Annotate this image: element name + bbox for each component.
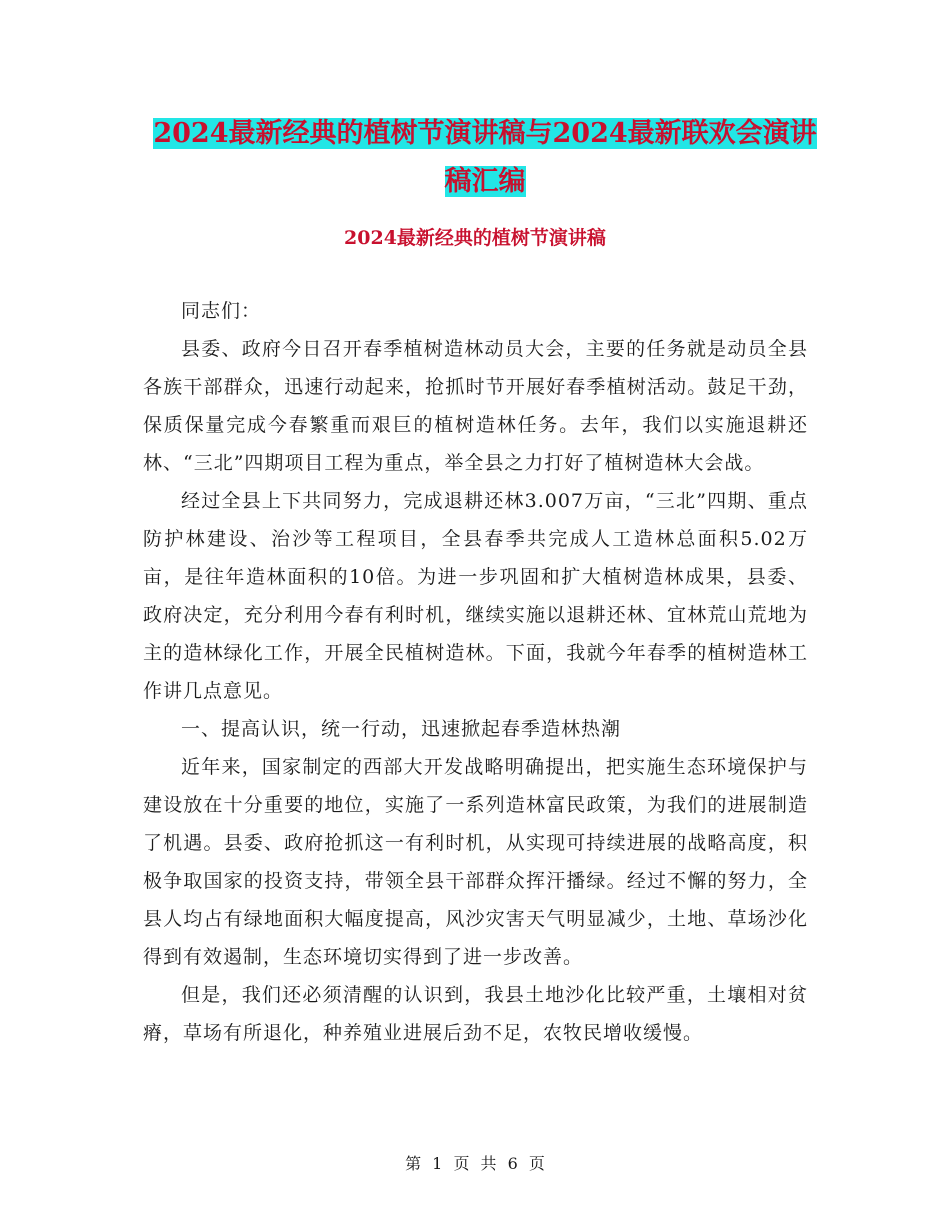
document-title-line-2: 稿汇编 (444, 166, 526, 197)
paragraph-3: 近年来，国家制定的西部大开发战略明确提出，把实施生态环境保护与建设放在十分重要的地位，实施了一系列造林富民政策，为我们的进展制造了机遇。县委、政府抢抓这一有利时机，从实现可持续进展的战略高度，积极争取国家的投资支持，带领全县干部群众挥汗播绿。经过不懈的努力，全县人均占有绿地面积大幅度提高，风沙灾害天气明显减少，土地、草场沙化得到有效遏制，生态环境切实得到了进一步改善。 (143, 756, 808, 968)
body-text (143, 292, 808, 1052)
section-heading-1: 一、提高认识，统一行动，迅速掀起春季造林热潮 (181, 718, 622, 740)
salutation: 同志们： (181, 300, 262, 322)
page-footer: 第 1 页 共 6 页 (405, 1154, 545, 1173)
document-title-line-1: 2024最新经典的植树节演讲稿与2024最新联欢会演讲 (153, 118, 817, 149)
section-title: 2024最新经典的植树节演讲稿 (344, 227, 606, 249)
paragraph-1: 县委、政府今日召开春季植树造林动员大会，主要的任务就是动员全县各族干部群众，迅速行动起来，抢抓时节开展好春季植树活动。鼓足干劲，保质保量完成今春繁重而艰巨的植树造林任务。去年，我们以实施退耕还林、“三北”四期项目工程为重点，举全县之力打好了植树造林大会战。 (143, 338, 808, 474)
paragraph-2: 经过全县上下共同努力，完成退耕还林3.007万亩，“三北”四期、重点防护林建设、治沙等工程项目，全县春季共完成人工造林总面积5.02万亩，是往年造林面积的10倍。为进一步巩固和扩大植树造林成果，县委、政府决定，充分利用今春有利时机，继续实施以退耕还林、宜林荒山荒地为主的造林绿化工作，开展全民植树造林。下面，我就今年春季的植树造林工作讲几点意见。 (143, 490, 808, 702)
document-title (140, 110, 830, 206)
paragraph-4: 但是，我们还必须清醒的认识到，我县土地沙化比较严重，土壤相对贫瘠，草场有所退化，种养殖业进展后劲不足，农牧民增收缓慢。 (143, 984, 808, 1044)
